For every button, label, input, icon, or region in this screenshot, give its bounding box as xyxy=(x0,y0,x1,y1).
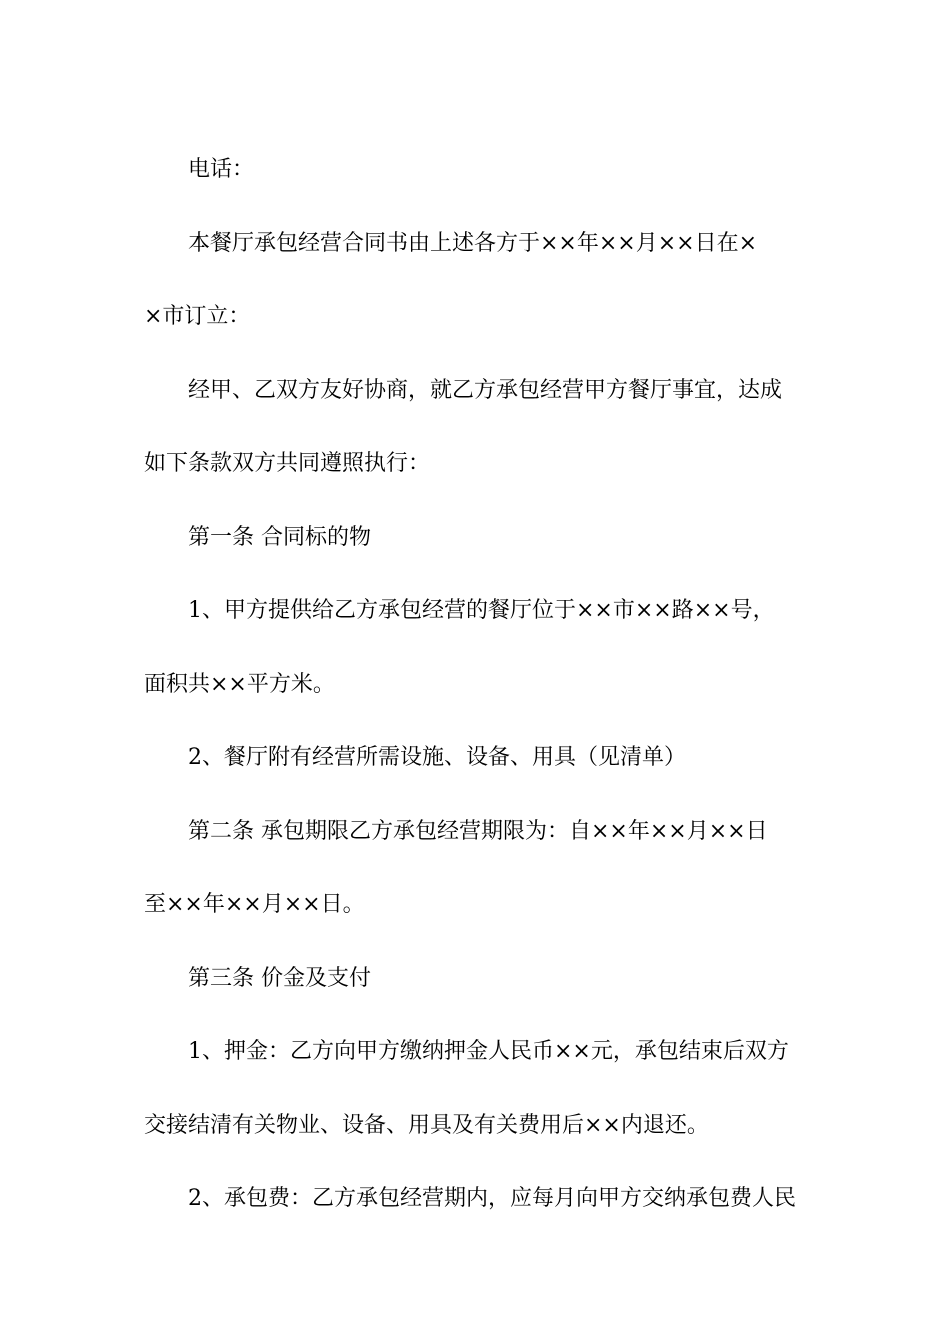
text-line: 至××年××月××日。 xyxy=(144,892,365,917)
text-line: ×市订立： xyxy=(144,304,251,329)
text-line: 1、押金：乙方向甲方缴纳押金人民币××元，承包结束后双方 xyxy=(188,1039,789,1064)
text-line: 2、餐厅附有经营所需设施、设备、用具（见清单） xyxy=(188,745,686,770)
text-line: 电话： xyxy=(188,157,255,182)
text-line: 面积共××平方米。 xyxy=(144,671,335,697)
section-heading: 第二条 承包期限乙方承包经营期限为：自××年××月××日 xyxy=(188,818,768,844)
text-line: 如下条款双方共同遵照执行： xyxy=(144,451,431,476)
document-body xyxy=(144,133,806,1236)
text-line: 2、承包费：乙方承包经营期内，应每月向甲方交纳承包费人民 xyxy=(188,1186,796,1211)
section-heading: 第三条 价金及支付 xyxy=(188,965,371,991)
section-heading: 第一条 合同标的物 xyxy=(188,524,371,550)
text-line: 交接结清有关物业、设备、用具及有关费用后××内退还。 xyxy=(144,1112,709,1138)
text-line: 1、甲方提供给乙方承包经营的餐厅位于××市××路××号， xyxy=(188,598,775,623)
text-line: 经甲、乙双方友好协商，就乙方承包经营甲方餐厅事宜，达成 xyxy=(188,377,783,403)
text-line: 本餐厅承包经营合同书由上述各方于××年××月××日在× xyxy=(188,230,758,256)
